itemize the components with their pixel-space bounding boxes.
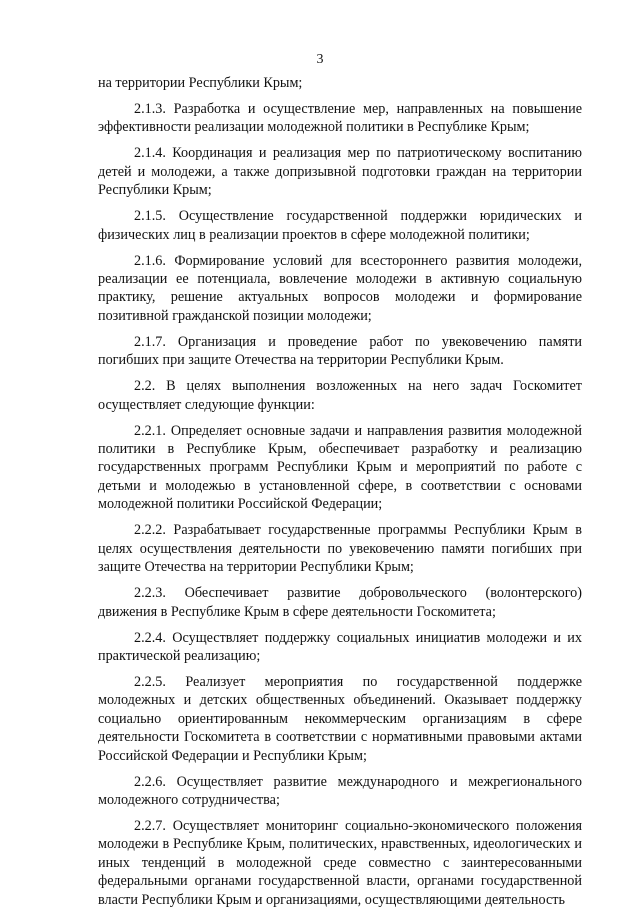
paragraph-2-1-5: 2.1.5. Осуществление государственной поддержки юридических и физических лиц в реализации проектов в сфере молодежной политики;	[98, 208, 582, 243]
paragraph-2-2-7: 2.2.7. Осуществляет мониторинг социально-экономического положения молодежи в Республике Крым, политических, нравственных, идеологических и иных тенденций в молодежной среде совместно с заинтересованными федеральными органами государственной власти, органами государственной власти Республики Крым и организациями, осуществляющими деятельность	[98, 817, 582, 908]
paragraph-2-2-4: 2.2.4. Осуществляет поддержку социальных инициатив молодежи и их практической реализацию;	[98, 629, 582, 664]
paragraph-2-2: 2.2. В целях выполнения возложенных на него задач Госкомитет осуществляет следующие функции:	[98, 378, 582, 413]
paragraph-2-1-3: 2.1.3. Разработка и осуществление мер, направленных на повышение эффективности реализации молодежной политики в Республике Крым;	[98, 101, 582, 136]
paragraph-2-1-7: 2.1.7. Организация и проведение работ по увековечению памяти погибших при защите Отечества на территории Республики Крым.	[98, 333, 582, 369]
paragraph-continuation: на территории Республики Крым;	[98, 75, 303, 91]
paragraph-2-2-6: 2.2.6. Осуществляет развитие международного и межрегионального молодежного сотрудничества;	[98, 773, 582, 808]
document-body	[98, 74, 582, 917]
paragraph-2-2-1: 2.2.1. Определяет основные задачи и направления развития молодежной политики в Республике Крым, обеспечивает разработку и реализацию государственных программ Республики Крым и мероприятий по работе с детьми и молодежью в установленной сфере, в соответствии с основами молодежной политики Российской Федерации;	[98, 422, 582, 513]
paragraph-2-2-2: 2.2.2. Разрабатывает государственные программы Республики Крым в целях осуществления деятельности по увековечению памяти погибших при защите Отечества на территории Республики Крым;	[98, 522, 582, 576]
paragraph-2-2-3: 2.2.3. Обеспечивает развитие добровольческого (волонтерского) движения в Республике Крым в сфере деятельности Госкомитета;	[98, 585, 582, 620]
paragraph-2-2-5: 2.2.5. Реализует мероприятия по государственной поддержке молодежных и детских общественных объединений. Оказывает поддержку социально ориентированным некоммерческим организациям в сфере деятельности Госкомитета в соответствии с нормативными правовыми актами Российской Федерации и Республики Крым;	[98, 673, 582, 764]
paragraph-2-1-4: 2.1.4. Координация и реализация мер по патриотическому воспитанию детей и молодежи, а также допризывной подготовки граждан на территории Республики Крым;	[98, 145, 582, 199]
paragraph-2-1-6: 2.1.6. Формирование условий для всестороннего развития молодежи, реализации ее потенциала, вовлечение молодежи в активную социальную практику, решение актуальных вопросов молодежи и формирование позитивной гражданской позиции молодежи;	[98, 252, 582, 324]
page-number: 3	[316, 52, 324, 67]
